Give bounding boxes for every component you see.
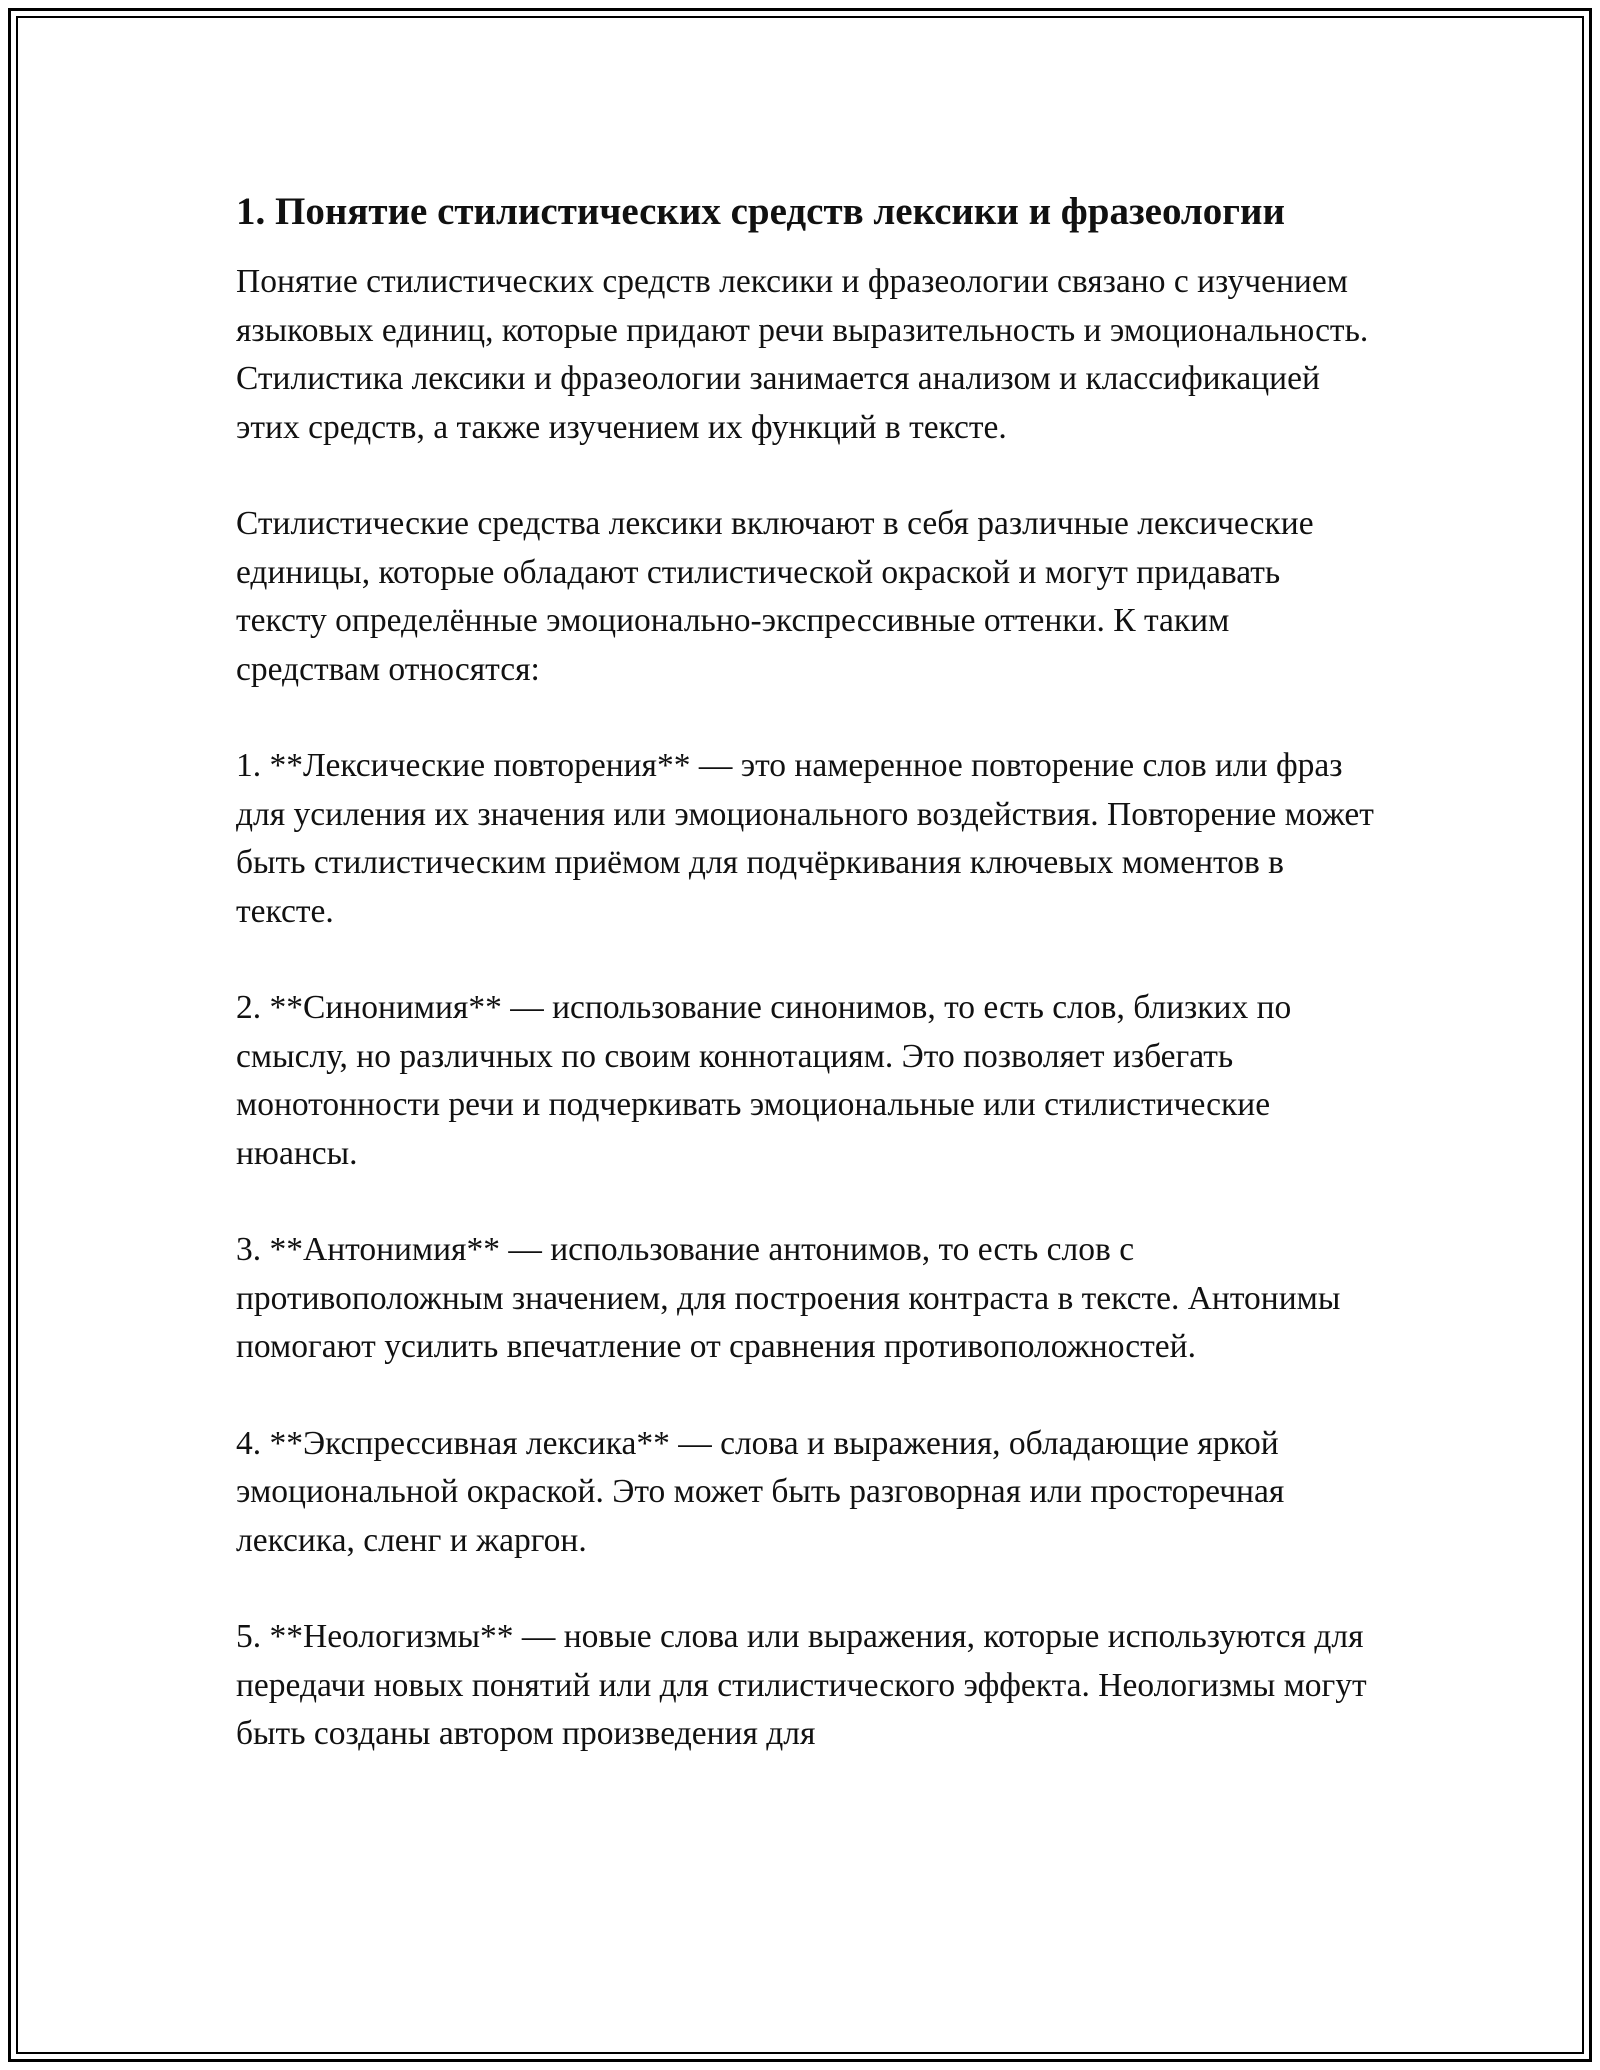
- list-item-expressive-vocabulary: 4. **Экспрессивная лексика** — слова и выражения, обладающие яркой эмоциональной окраской. Это может быть разговорная или просторечная лексика, сленг и жаргон.: [236, 1424, 1285, 1559]
- section-heading: 1. Понятие стилистических средств лексики и фразеологии: [236, 190, 1285, 233]
- list-item-synonymy: 2. **Синонимия** — использование синонимов, то есть слов, близких по смыслу, но различных по своим коннотациям. Это позволяет избегать монотонности речи и подчеркивать эмоциональные или стилистические нюансы.: [236, 989, 1292, 1172]
- intro-paragraph: Понятие стилистических средств лексики и фразеологии связано с изучением языковых единиц, которые придают речи выразительность и эмоциональность. Стилистика лексики и фразеологии занимается анализом и классификацией этих средств, а также изучением их функций в тексте.: [236, 263, 1369, 446]
- list-item-lexical-repetition: 1. **Лексические повторения** — это намеренное повторение слов или фраз для усиления их значения или эмоционального воздействия. Повторение может быть стилистическим приёмом для подчёркивания ключевых моментов в тексте.: [236, 747, 1374, 930]
- document-body: [236, 186, 1376, 1807]
- means-paragraph: Стилистические средства лексики включают в себя различные лексические единицы, которые обладают стилистической окраской и могут придавать тексту определённые эмоционально-экспрессивные оттенки. К таким средствам относятся:: [236, 505, 1314, 688]
- list-item-antonymy: 3. **Антонимия** — использование антонимов, то есть слов с противоположным значением, для построения контраста в тексте. Антонимы помогают усилить впечатление от сравнения противоположностей.: [236, 1231, 1341, 1365]
- list-item-neologisms: 5. **Неологизмы** — новые слова или выражения, которые используются для передачи новых понятий или для стилистического эффекта. Неологизмы могут быть созданы автором произведения для: [236, 1618, 1367, 1752]
